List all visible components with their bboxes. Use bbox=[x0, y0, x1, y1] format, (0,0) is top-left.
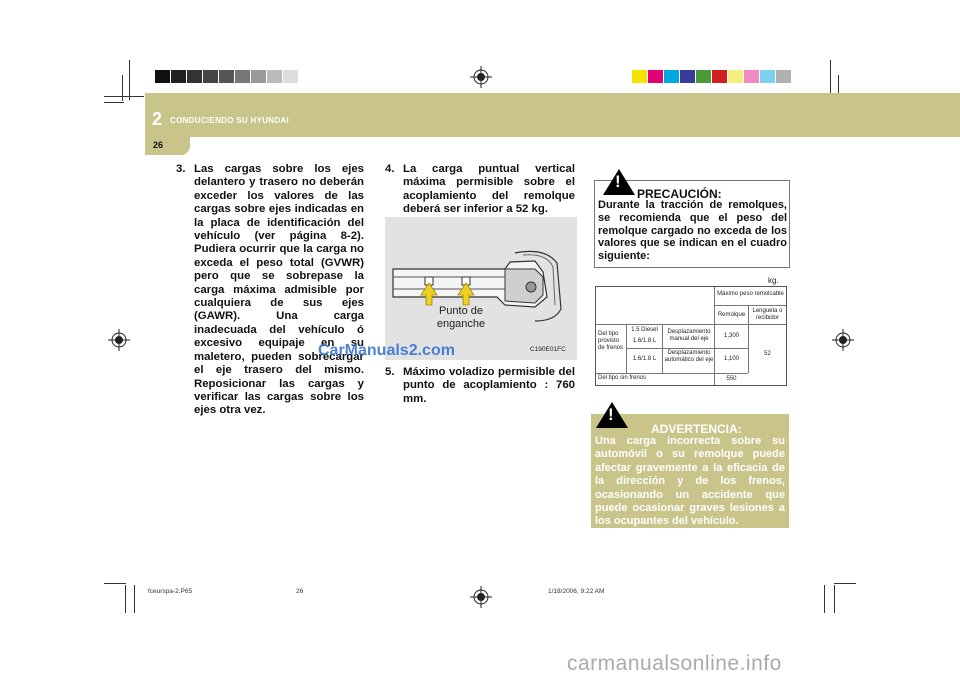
crop-mark bbox=[104, 96, 144, 97]
crop-mark bbox=[125, 585, 126, 613]
trans-manual: Desplazamiento manual del eje bbox=[667, 329, 711, 342]
warning-title: ADVERTENCIA: bbox=[651, 422, 742, 436]
page-number: 26 bbox=[153, 140, 164, 150]
item-number: 5. bbox=[385, 366, 395, 378]
item-number: 3. bbox=[176, 163, 186, 175]
registration-mark-icon bbox=[470, 586, 492, 608]
label-line: enganche bbox=[436, 318, 486, 330]
crop-mark bbox=[824, 585, 825, 613]
header-trailer: Remolque bbox=[717, 312, 746, 318]
val-unbraked: 550 bbox=[726, 376, 737, 382]
table-unit: kg. bbox=[768, 276, 779, 285]
registration-mark-icon bbox=[470, 66, 492, 88]
warning-box bbox=[591, 405, 789, 528]
figure-code: C190E01FC bbox=[530, 346, 566, 353]
val-tongue: 52 bbox=[764, 351, 771, 357]
exclamation-icon: ! bbox=[615, 172, 621, 191]
color-bars bbox=[632, 70, 792, 83]
item-text: La carga puntual vertical máxima permisible sobre el acoplamiento del remolque deberá ser inferior a 52 kg. bbox=[403, 163, 575, 216]
item-4 bbox=[385, 163, 575, 217]
label-line: Punto de bbox=[438, 305, 484, 317]
crop-mark bbox=[104, 102, 124, 103]
site-watermark: carmanualsonline.info bbox=[567, 652, 782, 675]
item-number: 4. bbox=[385, 163, 395, 175]
engine-1: 1.5 Diesel bbox=[631, 327, 658, 333]
item-text: Las cargas sobre los ejes delantero y trasero no deberán exceder los valores de las cargas sobre ejes indicadas en la placa de identificación del vehículo (ver página 8-2). Pudiera ocurrir que la carga no exceda el peso total (GVWR) pero que se sobrepase la carga máxima admisible por cualquiera de sus ejes (GAWR). Una carga inadecuada del vehículo ó excesivo equipaje en su maletero, pueden sobrecargar el eje trasero del mismo. Reposicionar las cargas y verificar las cargas sobre los ejes otra vez. bbox=[194, 163, 364, 417]
crop-mark bbox=[134, 585, 135, 613]
hitch-figure bbox=[385, 217, 577, 360]
item-text: Máximo voladizo permisible del punto de acoplamiento : 760 mm. bbox=[403, 366, 575, 405]
item-3 bbox=[176, 163, 364, 418]
header-max: Máximo peso remolcable bbox=[717, 291, 784, 297]
crop-mark bbox=[834, 583, 856, 584]
crop-mark bbox=[104, 583, 126, 584]
footer-page: 26 bbox=[296, 588, 304, 595]
watermark-text: CarManuals2.com bbox=[318, 342, 455, 359]
crop-mark bbox=[129, 60, 130, 100]
val-auto: 1,100 bbox=[723, 356, 739, 362]
engine-2: 1.6/1.8 L bbox=[632, 356, 657, 362]
registration-mark-icon bbox=[108, 329, 130, 351]
grayscale-bars bbox=[155, 70, 299, 83]
header-band bbox=[145, 93, 960, 137]
footer-date: 1/18/2006, 9:22 AM bbox=[548, 588, 605, 595]
item-5 bbox=[385, 366, 575, 406]
header-tongue: Lengueta o recibidor bbox=[752, 308, 783, 321]
val-manual: 1,300 bbox=[723, 333, 739, 339]
registration-mark-icon bbox=[832, 329, 854, 351]
trans-auto: Desplazamiento automático del eje bbox=[664, 350, 714, 363]
crop-mark bbox=[834, 585, 835, 613]
hitch-point-label bbox=[421, 305, 501, 331]
tow-hitch-illustration bbox=[385, 217, 577, 360]
caution-box bbox=[594, 172, 790, 268]
towing-capacity-table bbox=[595, 286, 787, 386]
crop-mark bbox=[122, 75, 123, 101]
engine-1b: 1.6/1.8 L bbox=[632, 338, 657, 344]
exclamation-icon: ! bbox=[608, 405, 614, 424]
chapter-number: 2 bbox=[152, 109, 163, 129]
footer-file: fceurspa-2.P65 bbox=[148, 588, 193, 595]
row-braked-label: Del tipo provisto de frenos bbox=[598, 331, 624, 351]
caution-title: PRECAUCIÓN: bbox=[637, 187, 722, 201]
row-unbraked-label: Del tipo sin frenos bbox=[598, 375, 647, 381]
page-tab bbox=[145, 137, 190, 155]
caution-text: Durante la tracción de remolques, se recomienda que el peso del remolque cargado no exceda de los valores que se indican en el cuadro siguiente: bbox=[598, 199, 787, 263]
chapter-title: CONDUCIENDO SU HYUNDAI bbox=[170, 116, 290, 125]
warning-text: Una carga incorrecta sobre su automóvil o su remolque puede afectar gravemente a la eficacia de la dirección y de los frenos, ocasionando un accidente que puede ocasionar graves lesiones a los ocupantes del vehículo. bbox=[595, 435, 785, 528]
